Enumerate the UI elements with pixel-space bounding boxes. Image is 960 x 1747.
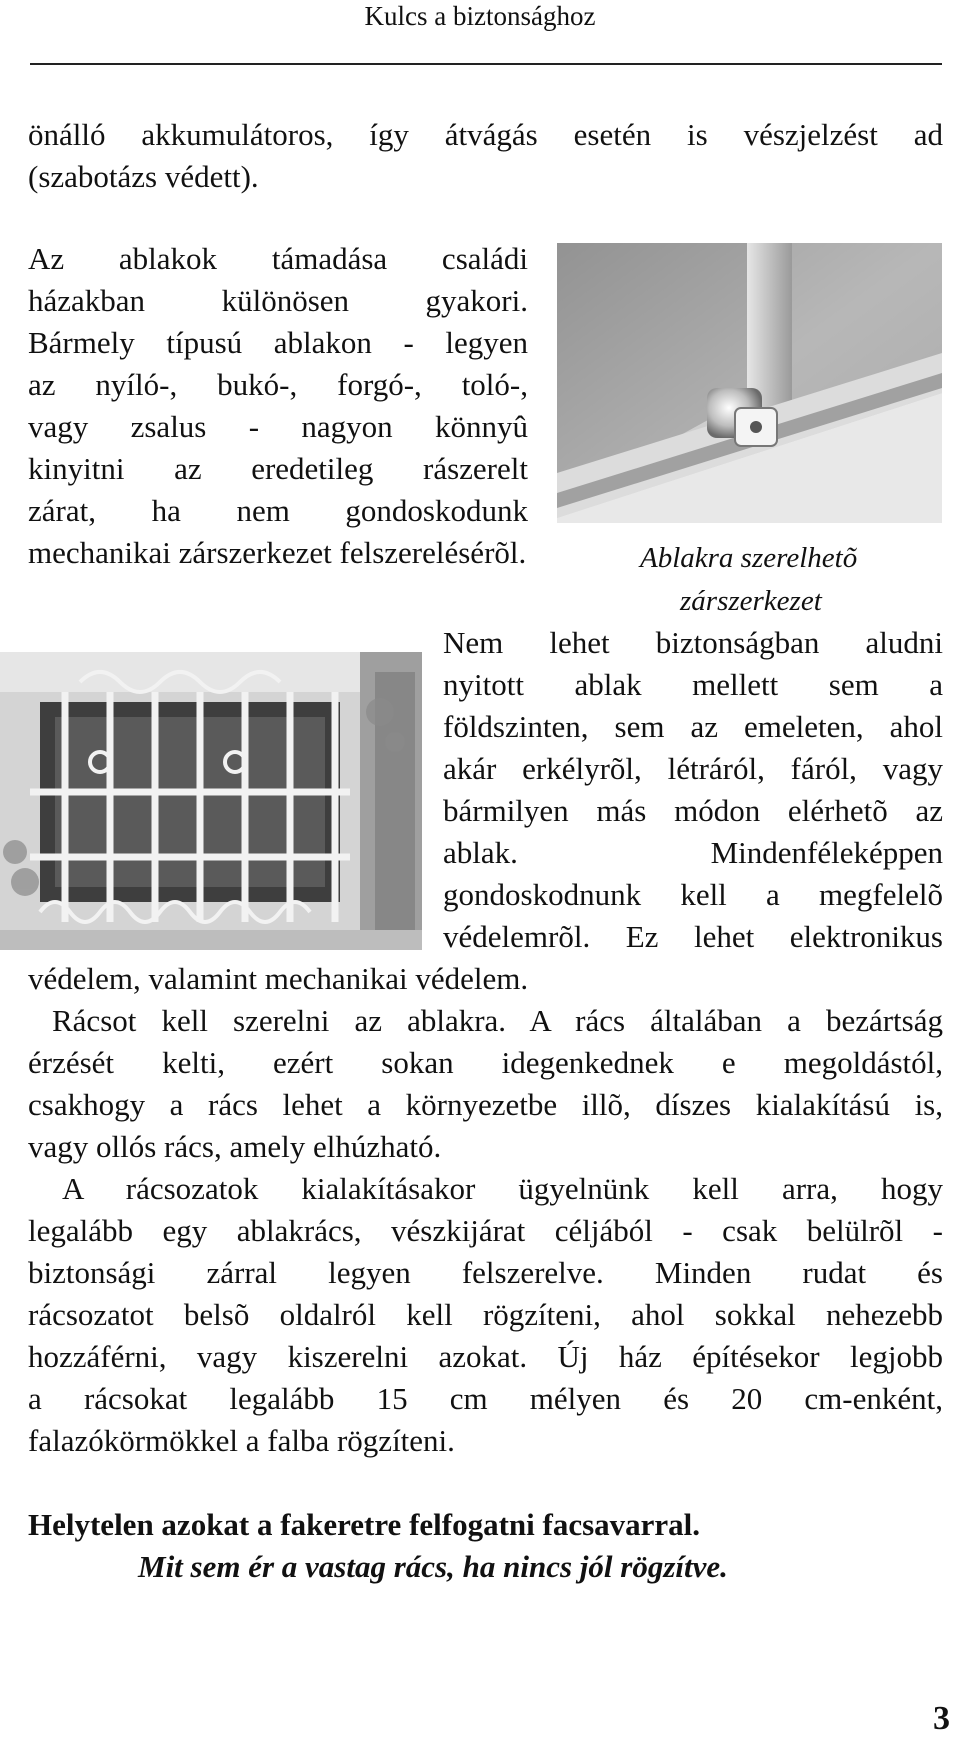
text-line: biztonsági zárral legyen felszerelve. Minden rudat és [28,1255,943,1290]
warning-bold: Helytelen azokat a fakeretre felfogatni facsavarral. [28,1507,701,1542]
page-number: 3 [933,1700,950,1737]
text-line: védelemrõl. Ez lehet elektronikus [443,919,943,954]
text-line: ablak. Mindenféleképpen [443,835,943,870]
text-line: az nyíló-, bukó-, forgó-, toló-, [28,367,528,402]
text-line: házakban különösen gyakori. [28,283,528,318]
text-line: zárat, ha nem gondoskodunk [28,493,528,528]
text-line: Az ablakok támadása családi [28,241,528,276]
running-header: Kulcs a biztonsághoz [364,1,596,31]
text-line: földszinten, sem az emeleten, ahol [443,709,943,744]
text-line: falazókörmökkel a falba rögzíteni. [28,1423,455,1458]
text-line: rácsozatot belsõ oldalról kell rögzíteni, ahol sokkal nehezebb [28,1297,943,1332]
text-line: vagy ollós rács, amely elhúzható. [28,1129,442,1164]
window-lock-photo [557,243,942,523]
warning-italic: Mit sem ér a vastag rács, ha nincs jól rögzítve. [138,1549,728,1584]
text-line: Nem lehet biztonságban aludni [443,625,943,660]
header-rule [30,63,942,65]
text-line: legalább egy ablakrács, vészkijárat céljából - csak belülrõl - [28,1213,943,1248]
text-line: vagy zsalus - nagyon könnyû [28,409,528,444]
text-line: (szabotázs védett). [28,159,259,194]
text-line: csakhogy a rács lehet a környezetbe illõ, díszes kialakítású is, [28,1087,943,1122]
text-line: nyitott ablak mellett sem a [443,667,943,702]
text-line: akár erkélyrõl, létráról, fáról, vagy [443,751,943,786]
text-line: Rácsot kell szerelni az ablakra. A rács általában a bezártság [52,1003,943,1038]
text-line: Bármely típusú ablakon - legyen [28,325,528,360]
window-grille-photo [0,652,422,950]
text-line: kinyitni az eredetileg rászerelt [28,451,528,486]
text-line: védelem, valamint mechanikai védelem. [28,961,529,996]
text-line: gondoskodnunk kell a megfelelõ [443,877,943,912]
photo-caption-line2: zárszerkezet [680,585,822,617]
text-line: önálló akkumulátoros, így átvágás esetén is vészjelzést ad [28,117,943,152]
photo-caption-line1: Ablakra szerelhetõ [640,542,858,574]
text-line: érzését kelti, ezért sokan idegenkednek e megoldástól, [28,1045,943,1080]
text-line: bármilyen más módon elérhetõ az [443,793,943,828]
text-line: mechanikai zárszerkezet felszerelésérõl. [28,535,527,570]
text-line: hozzáférni, vagy kiszerelni azokat. Új ház építésekor legjobb [28,1339,943,1374]
text-line: A rácsozatok kialakításakor ügyelnünk kell arra, hogy [62,1171,943,1206]
text-line: a rácsokat legalább 15 cm mélyen és 20 cm-enként, [28,1381,943,1416]
